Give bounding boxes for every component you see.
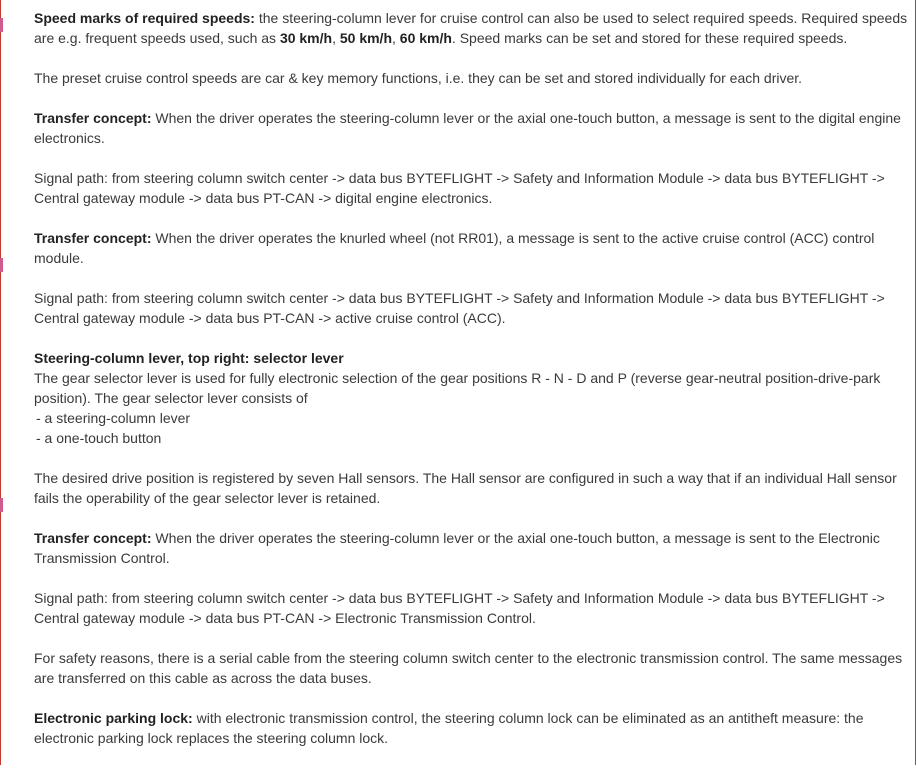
edge-marker [0,18,3,32]
speed-value: 30 km/h [279,30,333,46]
paragraph-transfer-concept-etc [34,528,910,568]
paragraph-text: When the driver operates the steering-column lever or the axial one-touch button, a message is sent to the digital engine electronics. [34,110,901,146]
paragraph-signal-path-acc: Signal path: from steering column switch center -> data bus BYTEFLIGHT -> Safety and Information Module -> data bus BYTEFLIGHT -> Central gateway module -> data bus PT-CAN -> active cruise control (ACC). [34,290,885,326]
paragraph-selector-lever: The gear selector lever is used for fully electronic selection of the gear positions R - N - D and P (reverse gear-neutral position-drive-park position). The gear selector lever consists of [34,370,881,406]
paragraph-text: When the driver operates the knurled wheel (not RR01), a message is sent to the active cruise control (ACC) control module. [34,230,875,266]
document-body [34,8,910,768]
speed-value: 60 km/h [399,30,452,46]
paragraph-text: the steering-column lever for cruise control can also be used to select required speeds. Required speeds are e.g. frequent speeds used, such as [34,10,908,46]
paragraph-lead: Transfer concept: [34,110,152,126]
paragraph-transfer-concept-acc [34,228,910,268]
selector-lever-parts-list [34,408,910,448]
paragraph-lead: Transfer concept: [34,230,152,246]
paragraph-speed-marks [34,8,910,48]
paragraph-text: with electronic transmission control, the steering column lock can be eliminated as an antitheft measure: the electronic parking lock replaces the steering column lock. [34,710,864,746]
paragraph-preset-speeds: The preset cruise control speeds are car & key memory functions, i.e. they can be set and stored individually for each driver. [34,70,803,86]
paragraph-parking-lock [34,708,910,748]
section-heading-selector-lever: Steering-column lever, top right: selector lever [34,350,344,366]
paragraph-serial-cable: For safety reasons, there is a serial cable from the steering column switch center to the electronic transmission control. The same messages are transferred on this cable as across the data buses. [34,650,903,686]
list-item: - a steering-column lever [36,410,191,426]
list-item: - a one-touch button [36,430,162,446]
paragraph-signal-path-engine: Signal path: from steering column switch center -> data bus BYTEFLIGHT -> Safety and Information Module -> data bus BYTEFLIGHT -> Central gateway module -> data bus PT-CAN -> digital engine electronics. [34,170,885,206]
paragraph-text: . Speed marks can be set and stored for these required speeds. [451,30,848,46]
edge-marker [0,258,3,272]
paragraph-hall-sensors: The desired drive position is registered by seven Hall sensors. The Hall sensor are configured in such a way that if an individual Hall sensor fails the operability of the gear selector lever is retained. [34,470,897,506]
separator: , [392,30,400,46]
paragraph-lead: Transfer concept: [34,530,152,546]
separator: , [332,30,340,46]
paragraph-lead: Electronic parking lock: [34,710,193,726]
edge-marker [0,498,3,512]
paragraph-signal-path-etc: Signal path: from steering column switch center -> data bus BYTEFLIGHT -> Safety and Information Module -> data bus BYTEFLIGHT -> Central gateway module -> data bus PT-CAN -> Electronic Transmission Control. [34,590,885,626]
paragraph-transfer-concept-engine [34,108,910,148]
paragraph-text: When the driver operates the steering-column lever or the axial one-touch button, a message is sent to the Electronic Transmission Control. [34,530,880,566]
paragraph-lead: Speed marks of required speeds: [34,10,255,26]
speed-value: 50 km/h [339,30,392,46]
